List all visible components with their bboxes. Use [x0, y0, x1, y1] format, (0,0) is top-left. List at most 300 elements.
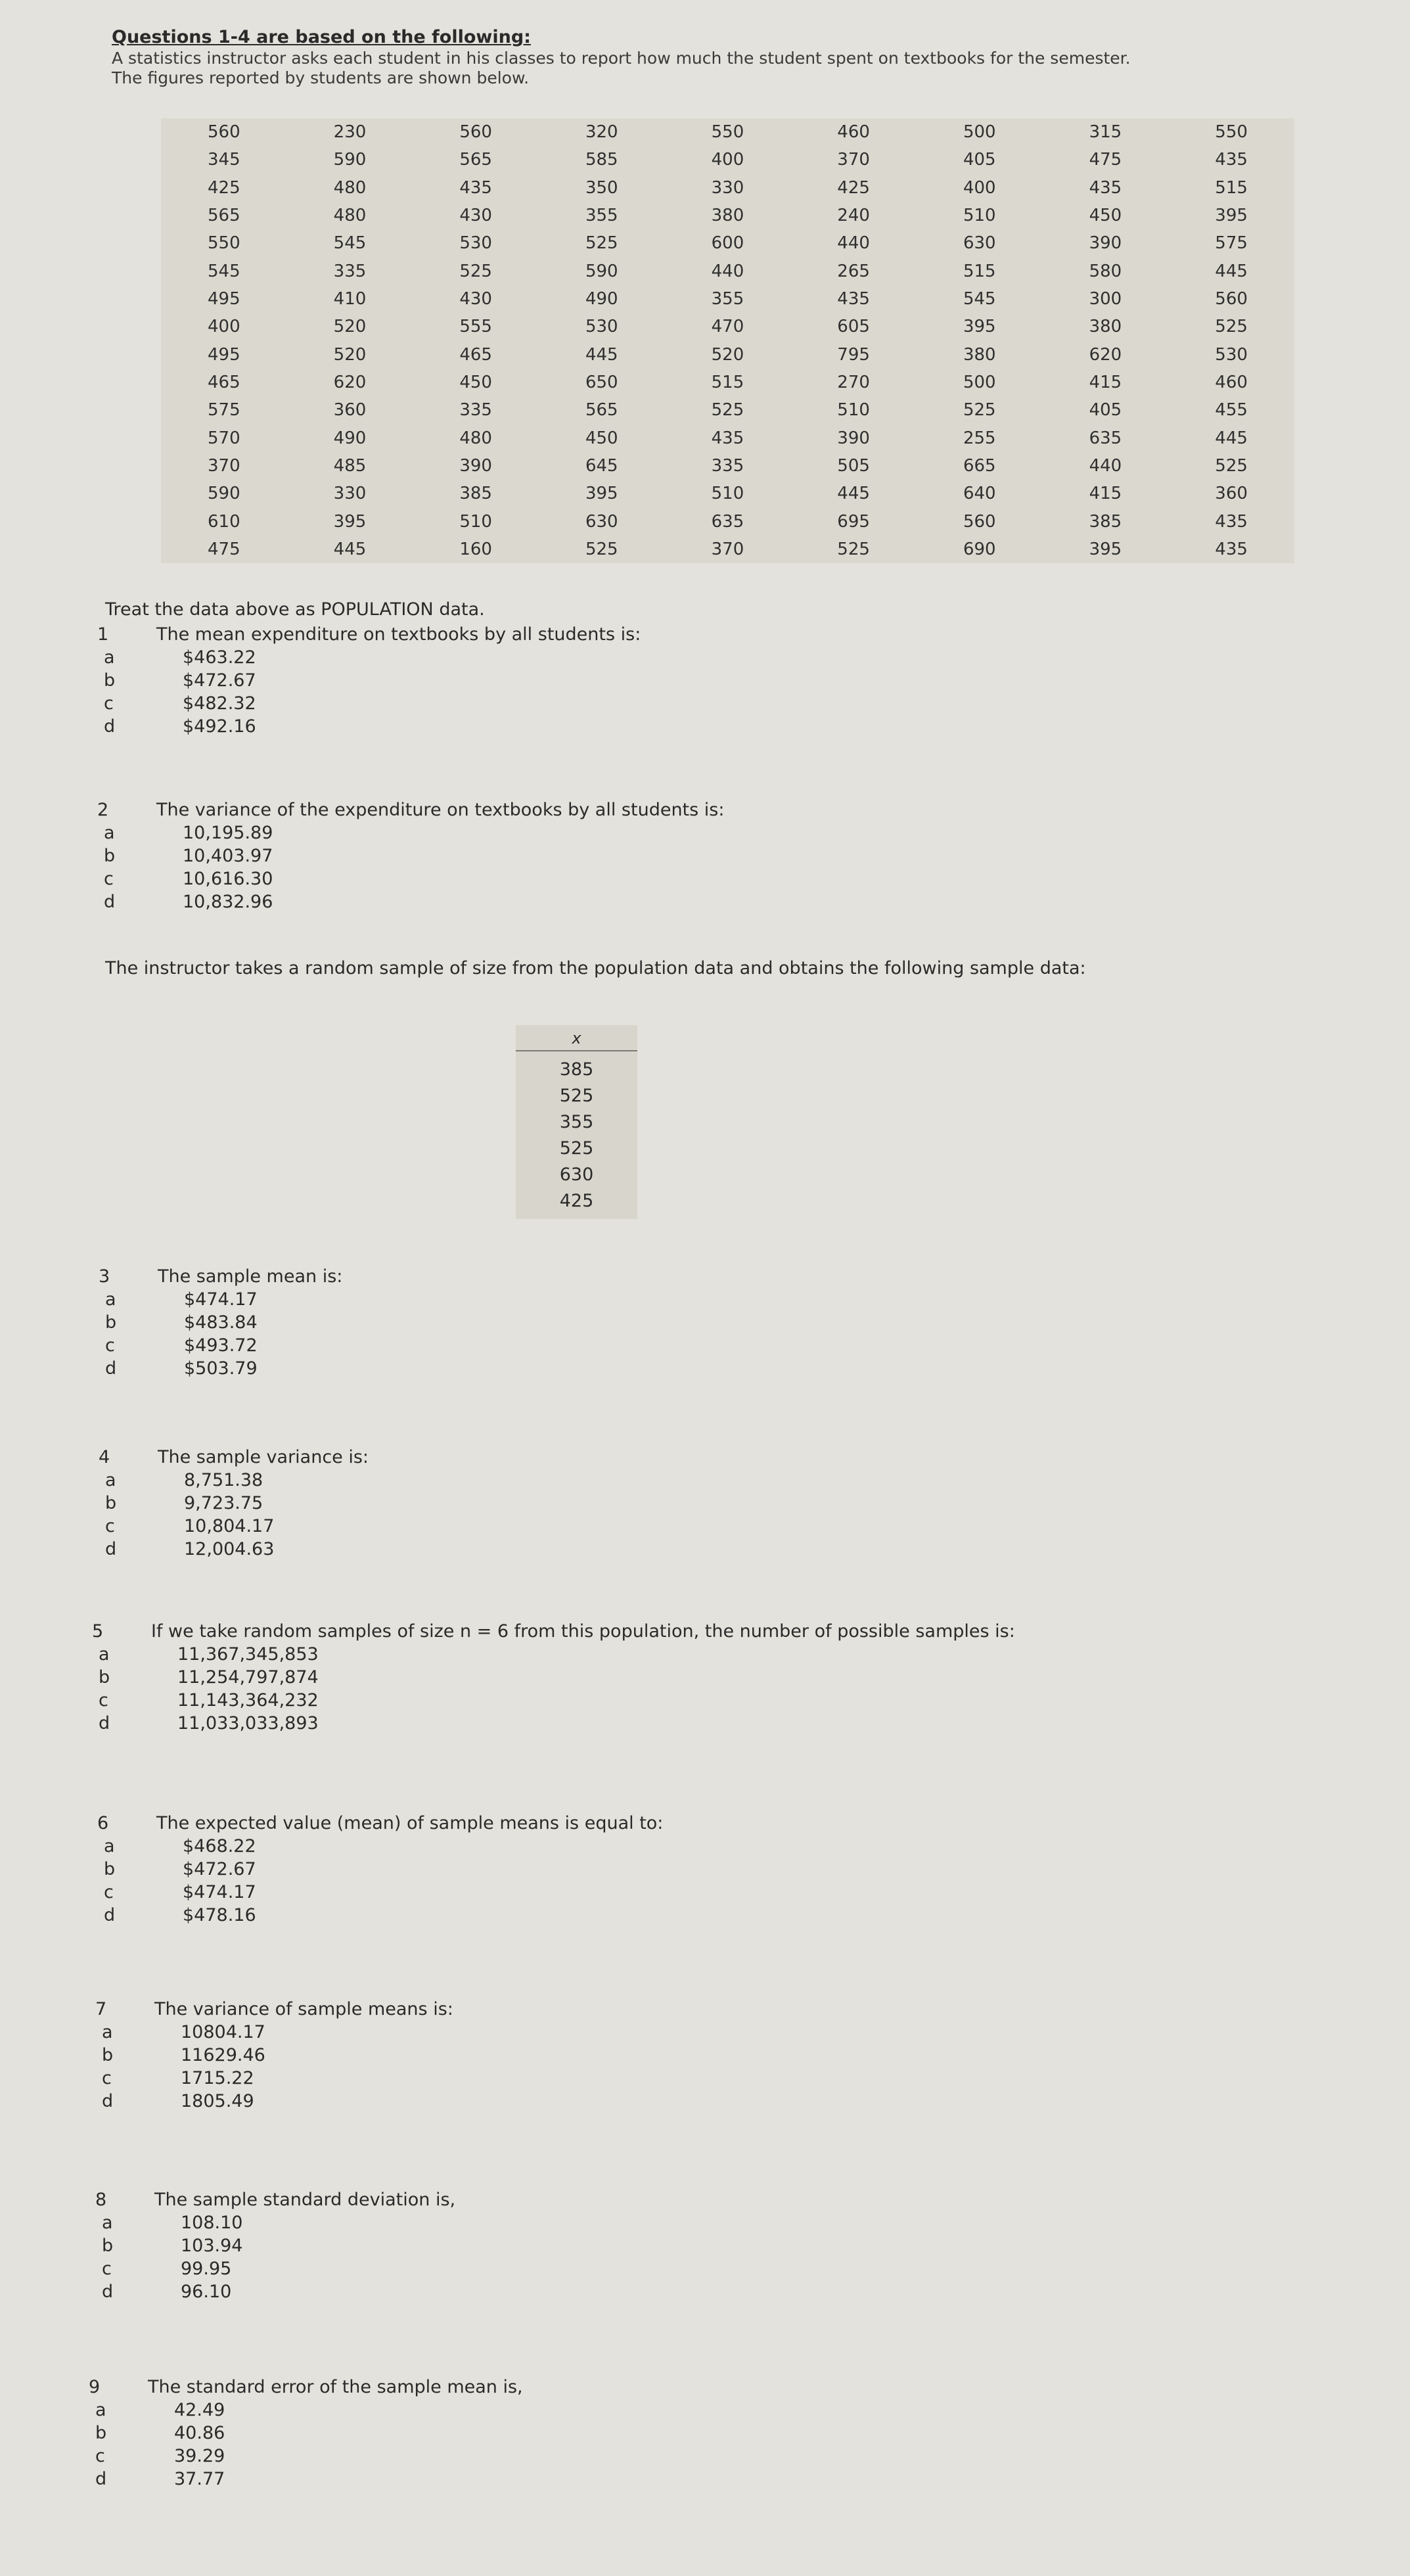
table-cell: 390 — [459, 455, 492, 476]
sample-value: 630 — [559, 1164, 594, 1185]
question-text: The sample mean is: — [158, 1266, 343, 1287]
table-row — [161, 202, 1294, 229]
option-value: $474.17 — [183, 1882, 256, 1902]
question-text: If we take random samples of size n = 6 from this population, the number of possible samples is: — [151, 1621, 1015, 1642]
table-cell: 440 — [1089, 455, 1122, 476]
table-cell: 525 — [585, 539, 618, 559]
table-cell: 520 — [333, 317, 367, 337]
option-value: 11,033,033,893 — [177, 1713, 319, 1734]
table-cell: 335 — [459, 400, 492, 421]
table-cell: 370 — [208, 455, 240, 476]
option-letter: d — [104, 1905, 116, 1925]
table-cell: 560 — [1215, 289, 1248, 310]
header-title: Questions 1-4 are based on the following: — [112, 27, 531, 47]
option-value: 96.10 — [181, 2282, 232, 2302]
table-cell: 480 — [333, 177, 367, 198]
answer-option — [95, 2280, 455, 2303]
option-value: $492.16 — [183, 716, 256, 737]
table-cell: 565 — [585, 400, 618, 421]
question-number: 8 — [95, 2190, 107, 2210]
table-cell: 630 — [585, 511, 618, 532]
option-letter: b — [104, 670, 116, 691]
table-cell: 475 — [208, 539, 240, 559]
option-value: $483.84 — [184, 1312, 258, 1333]
table-cell: 380 — [963, 344, 996, 365]
sample-header: x — [516, 1029, 637, 1051]
table-cell: 505 — [837, 455, 870, 476]
table-cell: 610 — [208, 511, 240, 532]
table-cell: 345 — [208, 150, 240, 170]
question-2 — [97, 798, 724, 913]
option-letter: a — [105, 1470, 116, 1490]
table-row — [161, 424, 1294, 451]
table-cell: 530 — [459, 233, 492, 254]
table-cell: 335 — [711, 455, 744, 476]
table-cell: 270 — [837, 372, 870, 392]
option-value: 10,832.96 — [183, 892, 273, 912]
sample-value: 385 — [559, 1059, 594, 1080]
table-cell: 510 — [459, 511, 492, 532]
question-stem — [89, 2376, 523, 2399]
table-cell: 415 — [1089, 372, 1122, 392]
question-stem — [97, 623, 641, 646]
table-cell: 490 — [585, 289, 618, 310]
table-cell: 550 — [711, 122, 744, 143]
option-letter: b — [99, 1667, 110, 1688]
answer-option — [97, 1881, 663, 1904]
table-cell: 495 — [208, 289, 240, 310]
option-value: $482.32 — [183, 693, 256, 714]
table-cell: 455 — [1215, 400, 1248, 421]
table-cell: 390 — [837, 428, 870, 448]
answer-option — [97, 692, 641, 715]
table-cell: 370 — [837, 150, 870, 170]
answer-option — [97, 844, 724, 867]
table-row — [161, 396, 1294, 424]
table-cell: 600 — [711, 233, 744, 254]
question-text: The sample standard deviation is, — [154, 2190, 456, 2210]
option-letter: b — [104, 1859, 116, 1879]
answer-option — [92, 1689, 1015, 1712]
table-cell: 395 — [1215, 206, 1248, 226]
question-1 — [97, 623, 641, 738]
option-letter: c — [99, 1690, 108, 1711]
table-row — [161, 313, 1294, 340]
option-letter: d — [95, 2469, 107, 2489]
table-cell: 405 — [1089, 400, 1122, 421]
question-stem — [99, 1265, 342, 1288]
question-number: 7 — [95, 1999, 107, 2019]
table-row — [161, 369, 1294, 396]
table-cell: 320 — [585, 122, 618, 143]
population-note: Treat the data above as POPULATION data. — [105, 599, 485, 620]
table-cell: 380 — [1089, 317, 1122, 337]
option-letter: a — [102, 2213, 113, 2233]
answer-option — [92, 1712, 1015, 1735]
answer-option — [99, 1515, 369, 1538]
table-cell: 525 — [837, 539, 870, 559]
question-text: The sample variance is: — [158, 1447, 369, 1467]
table-cell: 395 — [963, 317, 996, 337]
option-letter: b — [105, 1493, 117, 1513]
table-cell: 500 — [963, 372, 996, 392]
option-letter: b — [102, 2045, 114, 2065]
table-cell: 355 — [711, 289, 744, 310]
answer-option — [95, 2257, 455, 2280]
table-cell: 160 — [459, 539, 492, 559]
answer-option — [92, 1643, 1015, 1666]
question-number: 2 — [97, 800, 109, 820]
table-cell: 450 — [1089, 206, 1122, 226]
table-cell: 480 — [459, 428, 492, 448]
option-value: $472.67 — [183, 670, 256, 691]
table-cell: 575 — [208, 400, 240, 421]
question-number: 5 — [92, 1621, 104, 1642]
option-letter: c — [105, 1335, 115, 1356]
table-cell: 410 — [333, 289, 367, 310]
option-value: 12,004.63 — [184, 1539, 275, 1559]
question-number: 3 — [99, 1266, 110, 1287]
question-stem — [95, 1998, 453, 2021]
table-cell: 430 — [459, 289, 492, 310]
table-cell: 445 — [585, 344, 618, 365]
question-stem — [99, 1446, 369, 1469]
question-text: The mean expenditure on textbooks by all students is: — [156, 624, 641, 645]
table-cell: 450 — [459, 372, 492, 392]
table-cell: 415 — [1089, 484, 1122, 504]
option-value: 42.49 — [174, 2400, 225, 2420]
table-cell: 520 — [333, 344, 367, 365]
table-cell: 525 — [711, 400, 744, 421]
table-cell: 560 — [208, 122, 240, 143]
question-5 — [92, 1620, 1015, 1735]
table-cell: 465 — [208, 372, 240, 392]
table-cell: 640 — [963, 484, 996, 504]
table-cell: 550 — [208, 233, 240, 254]
option-letter: d — [104, 716, 116, 737]
question-8 — [95, 2188, 455, 2303]
table-cell: 435 — [459, 177, 492, 198]
question-stem — [97, 1812, 663, 1835]
option-value: 11,254,797,874 — [177, 1667, 319, 1688]
table-row — [161, 285, 1294, 313]
header-line-1: A statistics instructor asks each student in his classes to report how much the student spent on textbooks for the semester. — [112, 49, 1131, 68]
table-cell: 530 — [1215, 344, 1248, 365]
question-9 — [89, 2376, 523, 2491]
table-cell: 400 — [711, 150, 744, 170]
table-cell: 400 — [208, 317, 240, 337]
table-cell: 395 — [1089, 539, 1122, 559]
table-row — [161, 341, 1294, 369]
table-cell: 360 — [333, 400, 367, 421]
table-cell: 300 — [1089, 289, 1122, 310]
table-cell: 565 — [459, 150, 492, 170]
option-value: $472.67 — [183, 1859, 256, 1879]
question-number: 4 — [99, 1447, 110, 1467]
option-value: 8,751.38 — [184, 1470, 263, 1490]
table-cell: 565 — [208, 206, 240, 226]
option-letter: a — [104, 647, 115, 668]
question-7 — [95, 1998, 453, 2113]
question-stem — [92, 1620, 1015, 1643]
answer-option — [99, 1288, 342, 1311]
option-letter: b — [104, 846, 116, 866]
option-value: $478.16 — [183, 1905, 256, 1925]
option-value: 10,804.17 — [184, 1516, 275, 1536]
table-cell: 445 — [837, 484, 870, 504]
answer-option — [95, 2067, 453, 2090]
table-cell: 545 — [208, 261, 240, 281]
table-cell: 370 — [711, 539, 744, 559]
table-cell: 460 — [1215, 372, 1248, 392]
table-cell: 525 — [963, 400, 996, 421]
answer-option — [97, 867, 724, 890]
option-value: 10,195.89 — [183, 823, 273, 843]
sample-value: 525 — [559, 1086, 594, 1106]
option-letter: d — [102, 2282, 114, 2302]
table-cell: 510 — [711, 484, 744, 504]
table-cell: 485 — [333, 455, 367, 476]
question-text: The expected value (mean) of sample means is equal to: — [156, 1813, 664, 1833]
table-cell: 590 — [208, 484, 240, 504]
table-cell: 475 — [1089, 150, 1122, 170]
answer-option — [99, 1334, 342, 1357]
answer-option — [95, 2234, 455, 2257]
option-value: 99.95 — [181, 2259, 232, 2279]
table-cell: 460 — [837, 122, 870, 143]
table-cell: 530 — [585, 317, 618, 337]
option-value: 11629.46 — [181, 2045, 265, 2065]
header — [112, 26, 1360, 88]
option-value: 1805.49 — [181, 2091, 254, 2111]
table-cell: 690 — [963, 539, 996, 559]
table-cell: 445 — [1215, 261, 1248, 281]
table-cell: 425 — [837, 177, 870, 198]
table-cell: 650 — [585, 372, 618, 392]
table-row — [161, 146, 1294, 173]
option-letter: c — [104, 693, 114, 714]
sample-values — [516, 1057, 637, 1214]
option-letter: c — [102, 2068, 112, 2088]
table-cell: 435 — [837, 289, 870, 310]
option-letter: a — [104, 823, 115, 843]
table-cell: 500 — [963, 122, 996, 143]
answer-option — [92, 1666, 1015, 1689]
option-letter: d — [104, 892, 116, 912]
table-cell: 515 — [963, 261, 996, 281]
table-cell: 520 — [711, 344, 744, 365]
table-row — [161, 118, 1294, 146]
table-cell: 435 — [1215, 511, 1248, 532]
table-cell: 240 — [837, 206, 870, 226]
answer-option — [95, 2044, 453, 2067]
table-cell: 490 — [333, 428, 367, 448]
option-value: $463.22 — [183, 647, 256, 668]
table-cell: 380 — [711, 206, 744, 226]
answer-option — [95, 2090, 453, 2113]
table-cell: 425 — [208, 177, 240, 198]
answer-option — [95, 2211, 455, 2234]
table-cell: 545 — [333, 233, 367, 254]
question-stem — [97, 798, 724, 821]
option-letter: c — [104, 1882, 114, 1902]
population-data-table — [161, 118, 1294, 563]
option-value: 9,723.75 — [184, 1493, 263, 1513]
question-6 — [97, 1812, 663, 1927]
table-cell: 435 — [1215, 539, 1248, 559]
table-cell: 440 — [711, 261, 744, 281]
answer-option — [97, 669, 641, 692]
option-value: 11,143,364,232 — [177, 1690, 319, 1711]
answer-option — [97, 1858, 663, 1881]
answer-option — [89, 2399, 523, 2422]
sample-value: 425 — [559, 1191, 594, 1211]
table-cell: 405 — [963, 150, 996, 170]
option-value: $493.72 — [184, 1335, 258, 1356]
option-value: 108.10 — [181, 2213, 243, 2233]
table-cell: 315 — [1089, 122, 1122, 143]
question-number: 1 — [97, 624, 109, 645]
table-cell: 335 — [333, 261, 367, 281]
table-cell: 445 — [1215, 428, 1248, 448]
option-letter: a — [99, 1644, 110, 1665]
table-cell: 470 — [711, 317, 744, 337]
table-cell: 435 — [711, 428, 744, 448]
option-letter: c — [95, 2446, 105, 2466]
table-cell: 230 — [333, 122, 367, 143]
option-letter: b — [95, 2423, 107, 2443]
option-value: 10804.17 — [181, 2022, 265, 2042]
table-cell: 560 — [963, 511, 996, 532]
option-letter: c — [105, 1516, 115, 1536]
table-cell: 395 — [585, 484, 618, 504]
answer-option — [95, 2021, 453, 2044]
table-cell: 450 — [585, 428, 618, 448]
option-letter: d — [105, 1358, 117, 1379]
table-cell: 605 — [837, 317, 870, 337]
table-cell: 330 — [711, 177, 744, 198]
answer-option — [99, 1469, 369, 1492]
option-value: 39.29 — [174, 2446, 225, 2466]
table-cell: 525 — [459, 261, 492, 281]
answer-option — [89, 2422, 523, 2445]
sample-value: 355 — [559, 1112, 594, 1132]
question-number: 9 — [89, 2377, 101, 2397]
table-cell: 495 — [208, 344, 240, 365]
table-cell: 525 — [585, 233, 618, 254]
table-cell: 665 — [963, 455, 996, 476]
table-row — [161, 452, 1294, 480]
option-letter: b — [105, 1312, 117, 1333]
table-cell: 630 — [963, 233, 996, 254]
answer-option — [97, 715, 641, 738]
table-cell: 360 — [1215, 484, 1248, 504]
option-value: 40.86 — [174, 2423, 225, 2443]
question-text: The standard error of the sample mean is, — [148, 2377, 523, 2397]
option-value: 1715.22 — [181, 2068, 254, 2088]
table-cell: 265 — [837, 261, 870, 281]
table-cell: 515 — [711, 372, 744, 392]
table-cell: 570 — [208, 428, 240, 448]
option-value: 37.77 — [174, 2469, 225, 2489]
option-value: $503.79 — [184, 1358, 258, 1379]
option-value: $474.17 — [184, 1289, 258, 1310]
option-letter: d — [99, 1713, 110, 1734]
answer-option — [97, 646, 641, 669]
table-cell: 590 — [333, 150, 367, 170]
table-cell: 545 — [963, 289, 996, 310]
table-row — [161, 174, 1294, 202]
table-cell: 385 — [1089, 511, 1122, 532]
question-text: The variance of sample means is: — [154, 1999, 453, 2019]
answer-option — [99, 1357, 342, 1380]
table-row — [161, 480, 1294, 507]
answer-option — [99, 1492, 369, 1515]
table-cell: 645 — [585, 455, 618, 476]
table-cell: 400 — [963, 177, 996, 198]
option-value: $468.22 — [183, 1836, 256, 1856]
answer-option — [97, 1904, 663, 1927]
option-letter: b — [102, 2236, 114, 2256]
table-row — [161, 536, 1294, 563]
header-line-2: The figures reported by students are shown below. — [112, 68, 530, 87]
table-cell: 620 — [333, 372, 367, 392]
option-value: 103.94 — [181, 2236, 243, 2256]
sample-data-table — [516, 1025, 637, 1219]
table-cell: 385 — [459, 484, 492, 504]
table-cell: 255 — [963, 428, 996, 448]
table-row — [161, 507, 1294, 535]
table-cell: 435 — [1215, 150, 1248, 170]
table-cell: 480 — [333, 206, 367, 226]
table-cell: 555 — [459, 317, 492, 337]
option-letter: a — [95, 2400, 106, 2420]
answer-option — [99, 1311, 342, 1334]
table-cell: 575 — [1215, 233, 1248, 254]
sample-value: 525 — [559, 1138, 594, 1159]
answer-option — [97, 1835, 663, 1858]
table-cell: 465 — [459, 344, 492, 365]
table-cell: 590 — [585, 261, 618, 281]
question-number: 6 — [97, 1813, 109, 1833]
option-letter: d — [102, 2091, 114, 2111]
option-letter: a — [104, 1836, 115, 1856]
option-value: 10,403.97 — [183, 846, 273, 866]
table-row — [161, 258, 1294, 285]
option-letter: c — [104, 869, 114, 889]
table-cell: 440 — [837, 233, 870, 254]
table-cell: 510 — [837, 400, 870, 421]
table-cell: 355 — [585, 206, 618, 226]
option-letter: a — [105, 1289, 116, 1310]
table-cell: 560 — [459, 122, 492, 143]
table-cell: 445 — [333, 539, 367, 559]
answer-option — [89, 2445, 523, 2468]
table-cell: 515 — [1215, 177, 1248, 198]
option-value: 11,367,345,853 — [177, 1644, 319, 1665]
table-cell: 635 — [1089, 428, 1122, 448]
option-letter: a — [102, 2022, 113, 2042]
table-cell: 510 — [963, 206, 996, 226]
option-value: 10,616.30 — [183, 869, 273, 889]
table-cell: 795 — [837, 344, 870, 365]
question-4 — [99, 1446, 369, 1561]
sample-intro: The instructor takes a random sample of size from the population data and obtains the following sample data: — [105, 958, 1086, 978]
table-cell: 350 — [585, 177, 618, 198]
question-3 — [99, 1265, 342, 1380]
table-cell: 525 — [1215, 317, 1248, 337]
table-cell: 330 — [333, 484, 367, 504]
